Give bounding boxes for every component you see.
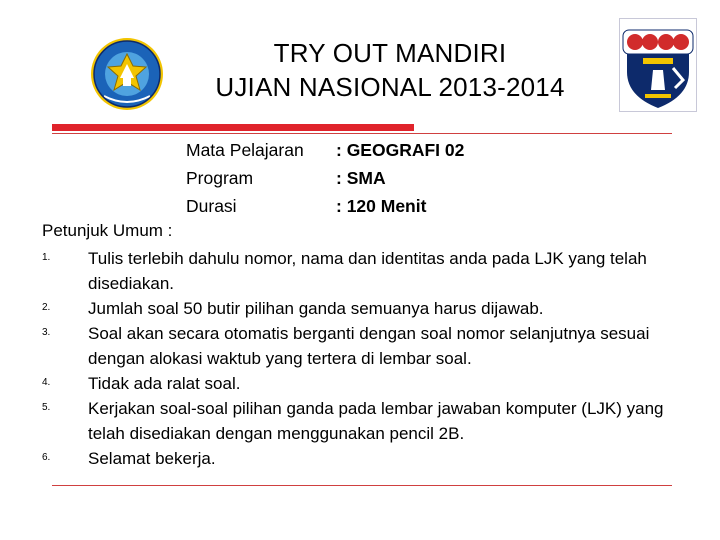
title-line-2: UJIAN NASIONAL 2013-2014: [215, 72, 565, 102]
item-text: Soal akan secara otomatis berganti dengan soal nomor selanjutnya sesuai dengan alokasi waktub yang tertera di lembar soal.: [88, 324, 650, 368]
list-item: [42, 296, 692, 321]
item-text: Selamat bekerja.: [88, 449, 216, 468]
item-text: Kerjakan soal-soal pilihan ganda pada lembar jawaban komputer (LJK) yang telah disediakan dengan menggunakan pencil 2B.: [88, 399, 664, 443]
info-row-program: [186, 167, 464, 195]
title-line-1: TRY OUT MANDIRI: [273, 38, 507, 68]
list-item: [42, 446, 692, 471]
list-item: [42, 321, 692, 371]
item-text: Tulis terlebih dahulu nomor, nama dan identitas anda pada LJK yang telah disediakan.: [88, 249, 647, 293]
instructions-heading: Petunjuk Umum :: [42, 221, 173, 240]
item-number: 5.: [42, 402, 51, 413]
school-crest-icon: [619, 18, 697, 112]
info-label: Durasi: [186, 196, 237, 216]
item-number: 1.: [42, 252, 51, 263]
instructions-list: [42, 246, 692, 471]
item-number: 2.: [42, 302, 51, 313]
info-label: Program: [186, 168, 254, 188]
thin-divider: [52, 133, 672, 134]
info-value: : 120 Menit: [336, 196, 427, 216]
slide-title: [170, 36, 610, 104]
info-value: : SMA: [336, 168, 386, 188]
exam-info: [186, 139, 464, 223]
item-number: 4.: [42, 377, 51, 388]
bottom-divider: [52, 485, 672, 486]
item-text: Tidak ada ralat soal.: [88, 374, 241, 393]
list-item: [42, 371, 692, 396]
item-number: 3.: [42, 327, 51, 338]
item-number: 6.: [42, 452, 51, 463]
info-row-duration: [186, 195, 464, 223]
info-row-subject: [186, 139, 464, 167]
list-item: [42, 246, 692, 296]
info-value: : GEOGRAFI 02: [336, 140, 465, 160]
item-text: Jumlah soal 50 butir pilihan ganda semuanya harus dijawab.: [88, 299, 544, 318]
list-item: [42, 396, 692, 446]
ministry-emblem-icon: [84, 36, 170, 112]
red-divider: [52, 124, 414, 131]
info-label: Mata Pelajaran: [186, 140, 304, 160]
